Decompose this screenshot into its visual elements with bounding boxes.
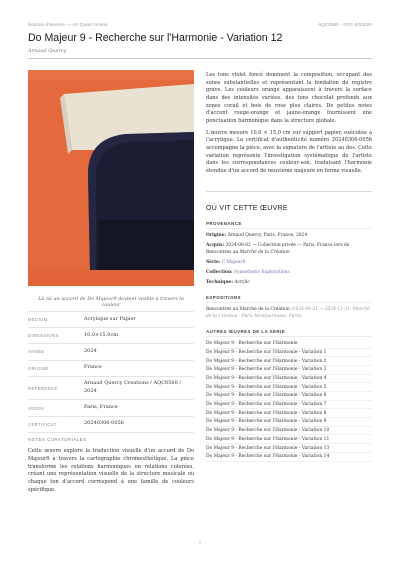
acquired-event: Marché de la Création [239, 249, 290, 255]
other-work-link[interactable]: Do Majeur 9 - Recherche sur l'Harmonie - Variation 1 [206, 349, 372, 358]
right-column [206, 72, 372, 462]
other-work-link[interactable]: Do Majeur 9 - Recherche sur l'Harmonie [206, 340, 372, 349]
description-paragraph: L'œuvre mesure 10,0 × 15,0 cm sur support papier, exécutée à l'acrylique. Le certificat d'authenticité numéro 20240306-0056 accompagne la pièce, avec la signature de l'artiste au dos. Cette variation représente l'investigation systématique de l'artiste dans les correspondances couleur-son, traduisant l'harmonie étendue d'un accord de neuvième majeure en forme visuelle. [206, 129, 372, 174]
where-title: OÙ VIT CETTE ŒUVRE [206, 204, 288, 212]
spec-label: RÉFÉRENCE [28, 385, 58, 391]
provenance-label: PROVENANCE [206, 221, 372, 229]
provenance-collection [206, 269, 372, 276]
dark-shadow [98, 220, 194, 270]
spec-label: DIMENSIONS [28, 333, 59, 339]
spec-value: Acrylique sur Papier [84, 315, 136, 322]
provenance-technique [206, 279, 372, 286]
other-work-link[interactable]: Do Majeur 9 - Recherche sur l'Harmonie - Variation 13 [206, 444, 372, 453]
artwork-painting [28, 70, 194, 286]
artwork-image [28, 70, 194, 286]
other-work-link[interactable]: Do Majeur 9 - Recherche sur l'Harmonie - Variation 2 [206, 357, 372, 366]
acquired-label: Acquis: [206, 242, 225, 248]
other-work-link[interactable]: Do Majeur 9 - Recherche sur l'Harmonie - Variation 7 [206, 401, 372, 410]
description-paragraph: Les tons violet foncé dominent la composition, occupant des zones substantielles et représentant la fondation du registre grave. Les couleurs orange apparaissent à travers la surface dans des intensités variées, des tons chocolat profonds aux zones corail et bois de rose plus claires. De petites notes d'accent rouge-orange et jaune-orange fournissent une ponctuation harmonique dans la structure globale. [206, 72, 372, 124]
technique-value: Acrylic [234, 279, 250, 285]
origin-value: Arnaud Quercy, Paris, France, 2024 [227, 232, 308, 238]
provenance-serie [206, 259, 372, 266]
spec-row-sold [28, 400, 194, 416]
spec-label: CERTIFICAT [28, 421, 57, 427]
curatorial-notes-label: NOTES CURATORIALES [28, 437, 87, 442]
spec-row-reference [28, 377, 194, 401]
spec-value: Arnaud Quercy Creations / AQC0560 / 2024 [84, 380, 182, 395]
exposition-item [206, 306, 372, 320]
spec-row-medium [28, 311, 194, 328]
provenance-acquired [206, 242, 372, 256]
artist-name: Arnaud Quercy [28, 48, 67, 54]
orange-highlight [28, 70, 194, 80]
technique-label: Technique: [206, 279, 233, 285]
spec-value: 20240306-0056 [84, 420, 124, 427]
breadcrumb[interactable]: Notices d'œuvres — Art Quant Anima [28, 22, 108, 27]
collection-label: Collection: [206, 269, 233, 275]
spec-label: VENDU [28, 405, 45, 411]
other-work-link[interactable]: Do Majeur 9 - Recherche sur l'Harmonie - Variation 10 [206, 427, 372, 436]
header-divider [28, 58, 372, 59]
spec-label: ANNÉE [28, 349, 45, 355]
other-works-list [206, 340, 372, 462]
provenance-origin [206, 232, 372, 239]
other-works-label: AUTRES ŒUVRES DE LA SÉRIE [206, 329, 372, 337]
where-section [206, 191, 372, 462]
serie-label: Série: [206, 259, 221, 265]
spec-value: 2024 [84, 348, 97, 355]
other-work-link[interactable]: Do Majeur 9 - Recherche sur l'Harmonie - Variation 11 [206, 435, 372, 444]
other-work-link[interactable]: Do Majeur 9 - Recherche sur l'Harmonie - Variation 3 [206, 366, 372, 375]
other-work-link[interactable]: Do Majeur 9 - Recherche sur l'Harmonie - Variation 8 [206, 409, 372, 418]
reference-code: AQC0560 · NTC-0003/20 [318, 22, 372, 27]
other-work-link[interactable]: Do Majeur 9 - Recherche sur l'Harmonie - Variation 5 [206, 383, 372, 392]
exposition-title: Rencontres au Marché de la Création [206, 306, 290, 312]
expositions-label: EXPOSITIONS [206, 295, 372, 303]
spec-row-dimensions [28, 328, 194, 344]
exposition-detail: (2024-06-21 → 2024-12-31, Marché de la Création - Paris Montparnasse, Paris) [206, 306, 370, 319]
spec-label: MÉDIUM [28, 317, 48, 323]
spec-table [28, 311, 194, 433]
serie-link[interactable]: C Majeur9 [221, 259, 246, 265]
spec-label: ORIGINE [28, 365, 49, 371]
spec-value: France [84, 364, 102, 371]
top-bar [28, 22, 372, 27]
orange-base [28, 270, 194, 286]
spec-row-origin [28, 361, 194, 377]
other-work-link[interactable]: Do Majeur 9 - Recherche sur l'Harmonie - Variation 6 [206, 392, 372, 401]
page-number: 1 [198, 540, 202, 545]
spec-row-certificate [28, 417, 194, 433]
spec-value: 10.0×15.0cm [84, 331, 118, 338]
other-work-link[interactable]: Do Majeur 9 - Recherche sur l'Harmonie - Variation 4 [206, 375, 372, 384]
collection-link[interactable]: Synesthetic Explorations [234, 269, 290, 275]
other-work-link[interactable]: Do Majeur 9 - Recherche sur l'Harmonie - Variation 9 [206, 418, 372, 427]
page-title: Do Majeur 9 - Recherche sur l'Harmonie - Variation 12 [28, 32, 283, 44]
curatorial-notes-text: Cette œuvre explore la traduction visuelle d'un accord de Do Majeur9 à travers la cartographie chromesthétique. La pièce transforme les relations harmoniques en relations colorées, créant une représentation visuelle de la structure musicale où chaque ton d'accord correspond à une famille de couleurs spécifique. [28, 448, 194, 494]
other-work-link[interactable]: Do Majeur 9 - Recherche sur l'Harmonie - Variation 14 [206, 453, 372, 462]
spec-value: Paris, France [84, 404, 118, 411]
spec-row-year [28, 344, 194, 360]
origin-label: Origine: [206, 232, 227, 238]
acquired-value: 2024-06-02 — Collection privée — Paris, France lors de Rencontres au [206, 242, 350, 255]
artwork-caption: Là où un accord de Do Majeur9 devient visible à travers la couleur [38, 296, 184, 308]
